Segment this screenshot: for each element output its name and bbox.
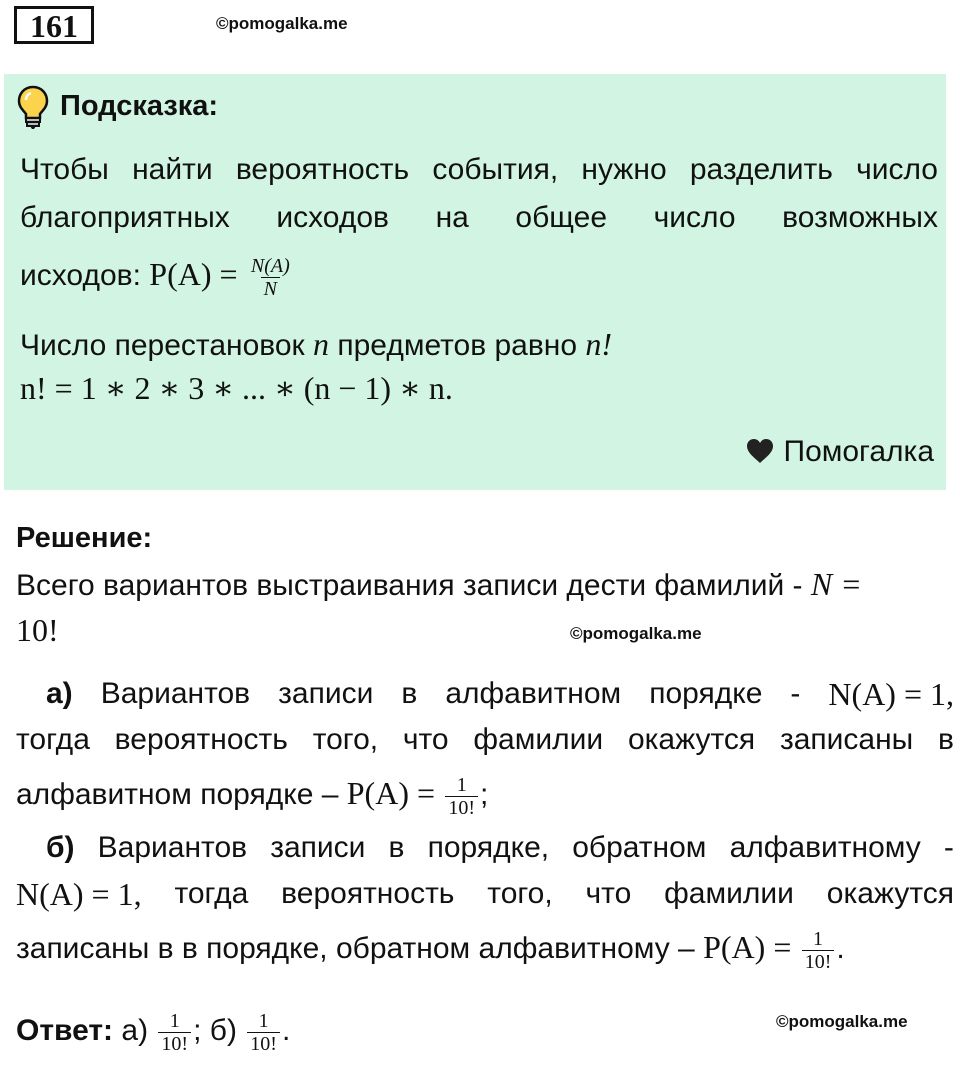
word: вероятность [114, 723, 288, 756]
fraction-denominator: 10! [445, 796, 478, 819]
word: что [402, 723, 449, 756]
math-expression: P(A) = [346, 775, 436, 811]
word: Вариантов [100, 677, 251, 710]
word: события, [432, 153, 559, 186]
word: исходов [276, 201, 389, 234]
answer-fraction-b [802, 928, 835, 973]
brand-name: Помогалка [783, 435, 934, 468]
word: записи [270, 831, 366, 864]
word: алфавитному [729, 831, 921, 864]
part-a-line-3 [16, 764, 488, 824]
word: разделить [689, 153, 833, 186]
hint-line-3 [20, 246, 295, 304]
word: порядке [649, 677, 763, 710]
fraction-numerator: 1 [456, 773, 467, 796]
word: найти [132, 153, 213, 186]
answer-a-label: а) [121, 1014, 149, 1047]
fraction-denominator: 10! [247, 1032, 280, 1055]
word: тогда [174, 877, 249, 910]
word: на [435, 201, 469, 234]
answer-fraction-a-final [158, 1010, 191, 1055]
hint-text: предметов равно [337, 329, 578, 362]
fraction-numerator: 1 [169, 1009, 180, 1032]
word: благоприятных [20, 201, 230, 234]
hint-line-2 [20, 200, 938, 236]
fraction-numerator: N(A) [250, 254, 290, 277]
lightbulb-icon [16, 84, 50, 130]
answer-fraction-b-final [247, 1010, 280, 1055]
part-a-label: а) [46, 677, 73, 710]
brand-signature [745, 432, 934, 472]
math-n-equals: N = [810, 566, 862, 602]
probability-formula-lhs: P(A) = [149, 256, 238, 292]
fraction-denominator: 10! [158, 1032, 191, 1055]
solution-text: алфавитном порядке – [16, 778, 339, 811]
word: число [653, 201, 736, 234]
answer-line [16, 1002, 290, 1060]
word: число [856, 153, 938, 186]
hint-title: Подсказка: [60, 90, 219, 122]
factorial-formula: n! = 1 ∗ 2 ∗ 3 ∗ ... ∗ (n − 1) ∗ n. [20, 370, 453, 406]
fraction-numerator: 1 [813, 927, 824, 950]
word: Вариантов [97, 831, 248, 864]
part-b-line-3 [16, 918, 845, 978]
word: порядке, [427, 831, 550, 864]
word: алфавитном [445, 677, 622, 710]
solution-text: записаны в в порядке, обратном алфавитному – [16, 932, 695, 965]
word: вероятность [235, 153, 410, 186]
word: - [790, 677, 801, 710]
word: нужно [581, 153, 667, 186]
part-a-line-2 [16, 722, 954, 758]
math-expression: N(A) = 1, [16, 876, 142, 912]
probability-fraction [248, 255, 293, 300]
math-expression: P(A) = [703, 929, 792, 965]
word: того, [487, 877, 553, 910]
word: тогда [16, 723, 90, 756]
heart-icon [745, 438, 775, 464]
solution-title: Решение: [16, 522, 153, 554]
word: фамилии [473, 723, 604, 756]
word: окажутся [627, 723, 756, 756]
fraction-numerator: 1 [258, 1009, 269, 1032]
part-b-label: б) [46, 831, 75, 864]
answer-label: Ответ: [16, 1014, 114, 1047]
part-b-line-2 [16, 876, 954, 912]
word: вероятность [281, 877, 455, 910]
hint-text: исходов: [20, 259, 141, 292]
math-n: n [313, 326, 330, 362]
part-a-line-1 [46, 676, 954, 712]
hint-text: Число перестановок [20, 329, 305, 362]
solution-total-line-2: 10! [16, 612, 59, 648]
answer-fraction-a [445, 774, 478, 819]
hint-box [4, 74, 946, 490]
part-b-line-1 [46, 830, 954, 866]
word: записи [278, 677, 374, 710]
math-expression: N(A) = 1, [828, 676, 954, 712]
word: Чтобы [20, 153, 109, 186]
word: окажутся [826, 877, 954, 910]
hint-line-1 [20, 152, 938, 188]
fraction-denominator: N [261, 277, 280, 300]
word: что [585, 877, 632, 910]
solution-text: Всего вариантов выстраивания записи дести фамилий - [16, 569, 803, 602]
task-number: 161 [14, 6, 94, 44]
watermark-mid: ©pomogalka.me [570, 624, 702, 643]
hint-line-4 [20, 326, 612, 364]
punctuation: ; [480, 778, 489, 811]
answer-separator: ; б) [193, 1014, 237, 1047]
word: записаны [779, 723, 914, 756]
watermark-top: ©pomogalka.me [216, 14, 348, 33]
fraction-denominator: 10! [802, 950, 835, 973]
math-n-factorial: n! [585, 326, 613, 362]
watermark-bottom: ©pomogalka.me [776, 1012, 908, 1031]
word: того, [312, 723, 379, 756]
word: общее [515, 201, 608, 234]
word: - [943, 831, 954, 864]
solution-total-line-1 [16, 566, 862, 604]
word: в [401, 677, 418, 710]
word: в [388, 831, 405, 864]
punctuation: . [281, 1014, 291, 1047]
word: возможных [782, 201, 938, 234]
word: фамилии [664, 877, 794, 910]
punctuation: . [836, 932, 845, 965]
word: в [937, 723, 954, 756]
word: обратном [572, 831, 707, 864]
